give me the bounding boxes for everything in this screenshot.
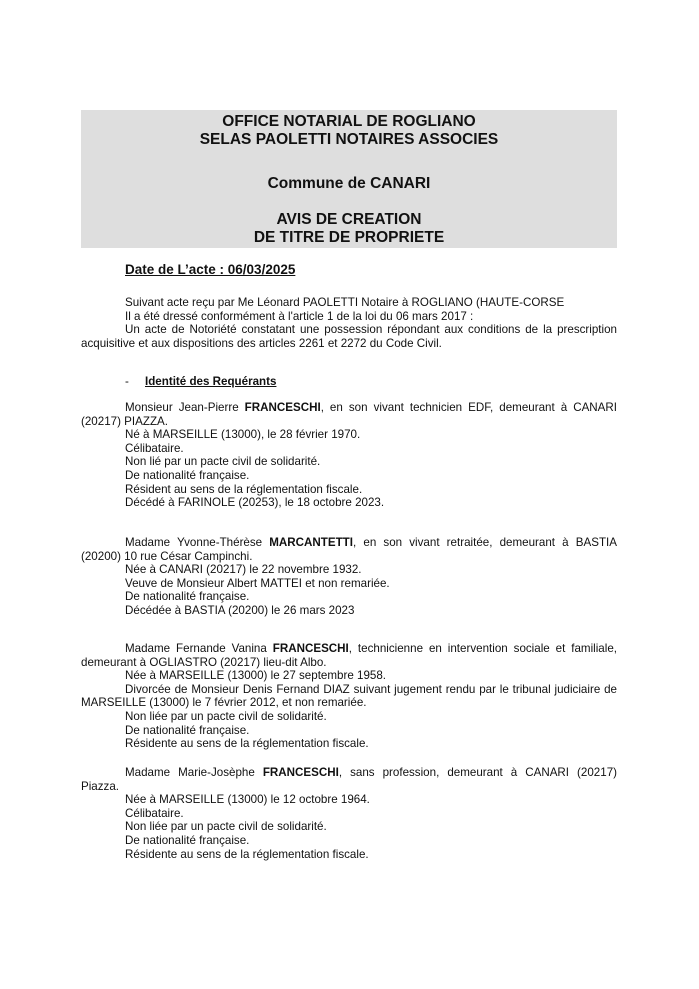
intro-line-1: Suivant acte reçu par Me Léonard PAOLETTI Notaire à ROGLIANO (HAUTE-CORSE xyxy=(125,296,565,309)
requerant-surname: FRANCESCHI xyxy=(272,642,349,655)
requerant-1 xyxy=(81,401,617,510)
detail-line: De nationalité française. xyxy=(125,590,250,604)
detail-line: Née à MARSEILLE (13000) le 12 octobre 1964. xyxy=(125,793,370,807)
detail-line: De nationalité française. xyxy=(125,468,250,482)
detail-line: Veuve de Monsieur Albert MATTEI et non remariée. xyxy=(125,576,390,590)
detail-line: Résidente au sens de la réglementation fiscale. xyxy=(125,737,369,751)
detail-line: Résident au sens de la réglementation fiscale. xyxy=(125,482,363,496)
notice-title-line2: DE TITRE DE PROPRIETE xyxy=(253,229,445,246)
requerant-identity: Madame Yvonne-Thérèse MARCANTETTI, en son vivant retraitée, demeurant à BASTIA (20200) 10 rue César Campinchi. xyxy=(81,536,617,563)
detail-line: Non liée par un pacte civil de solidarité. xyxy=(125,709,327,723)
requerant-2 xyxy=(81,536,617,618)
detail-line: Célibataire. xyxy=(125,441,184,455)
detail-line: De nationalité française. xyxy=(125,833,250,847)
section-heading xyxy=(125,375,276,388)
notice-title-line1: AVIS DE CREATION xyxy=(276,211,422,228)
detail-line: De nationalité française. xyxy=(125,723,250,737)
detail-line: Né à MARSEILLE (13000), le 28 février 1970. xyxy=(125,428,361,442)
requerant-surname: MARCANTETTI xyxy=(269,536,353,549)
requerant-surname: FRANCESCHI xyxy=(262,766,339,779)
detail-line: Décédé à FARINOLE (20253), le 18 octobre 2023. xyxy=(125,496,385,510)
detail-line: Résidente au sens de la réglementation fiscale. xyxy=(125,847,369,861)
detail-line: Célibataire. xyxy=(125,806,184,820)
requerant-identity: Madame Marie-Josèphe FRANCESCHI, sans profession, demeurant à CANARI (20217) Piazza. xyxy=(81,766,618,793)
detail-line: Non lié par un pacte civil de solidarité. xyxy=(125,455,321,469)
office-company: SELAS PAOLETTI NOTAIRES ASSOCIES xyxy=(199,131,499,148)
intro-line-2: Il a été dressé conformément à l'article 1 de la loi du 06 mars 2017 : xyxy=(125,309,474,323)
header-box xyxy=(81,110,617,248)
bullet-dash: - xyxy=(125,375,129,388)
detail-line: Née à CANARI (20217) le 22 novembre 1932. xyxy=(125,563,362,577)
detail-line: Née à MARSEILLE (13000) le 27 septembre 1958. xyxy=(125,669,387,683)
requerant-surname: FRANCESCHI xyxy=(244,401,321,414)
detail-line: Non liée par un pacte civil de solidarité. xyxy=(125,820,327,834)
commune-title: Commune de CANARI xyxy=(267,175,431,192)
requerant-4 xyxy=(81,766,617,861)
detail-line: Décédée à BASTIA (20200) le 26 mars 2023 xyxy=(125,603,355,617)
requerant-3 xyxy=(81,642,617,751)
section-title: Identité des Requérants xyxy=(145,375,277,388)
detail-wrapped: Divorcée de Monsieur Denis Fernand DIAZ suivant jugement rendu par le tribunal judiciaire de MARSEILLE (13000) le 7 février 2012, et non remariée. xyxy=(81,682,617,710)
office-name: OFFICE NOTARIAL DE ROGLIANO xyxy=(222,113,476,130)
act-date: Date de L’acte : 06/03/2025 xyxy=(125,262,296,277)
intro-paragraph: Un acte de Notoriété constatant une possession répondant aux conditions de la prescription acquisitive et aux dispositions des articles 2261 et 2272 du Code Civil. xyxy=(81,323,617,350)
intro-section xyxy=(81,296,617,350)
requerant-identity: Monsieur Jean-Pierre FRANCESCHI, en son vivant technicien EDF, demeurant à CANARI (20217) PIAZZA. xyxy=(81,401,617,428)
requerant-identity: Madame Fernande Vanina FRANCESCHI, technicienne en intervention sociale et familiale, demeurant à OGLIASTRO (20217) lieu-dit Albo. xyxy=(81,642,617,669)
